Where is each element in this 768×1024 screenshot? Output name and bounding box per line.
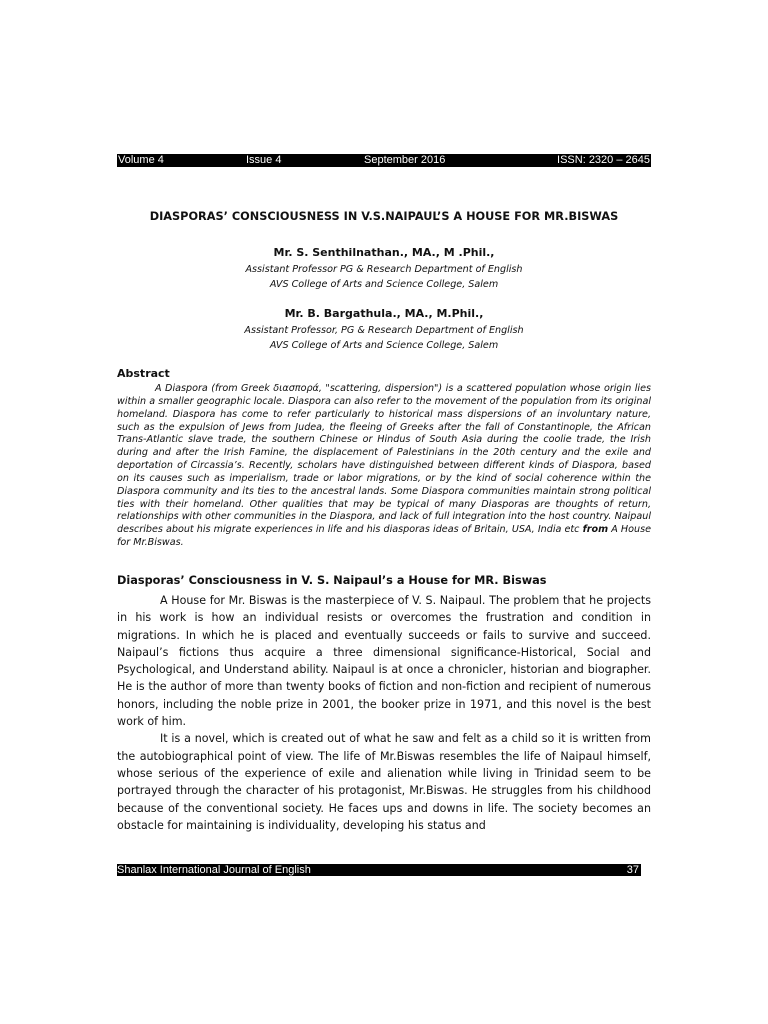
- body-text: [117, 592, 651, 834]
- author-affiliation: AVS College of Arts and Science College, Salem: [269, 340, 499, 351]
- body-paragraph: A House for Mr. Biswas is the masterpiece of V. S. Naipaul. The problem that he projects in his work is how an individual resists or overcomes the frustration and condition in migrations. In which he is placed and eventually succeeds or fails to survive and succeed. Naipaul’s fictions thus acquire a three dimensional significance-Historical, Social and Psychological, and Understand ability. Naipaul is at once a chronicler, historian and biographer. He is the author of more than twenty books of fiction and non-fiction and recipient of numerous honors, including the noble prize in 2001, the booker prize in 1971, and this novel is the best work of him.: [117, 594, 651, 729]
- running-header: [117, 154, 651, 167]
- page-number: 37: [626, 864, 639, 876]
- header-volume: Volume 4: [118, 154, 164, 166]
- header-issn: ISSN: 2320 – 2645: [557, 154, 650, 166]
- abstract-bold-word: from: [582, 524, 609, 536]
- author-name: Mr. B. Bargathula., MA., M.Phil.,: [284, 307, 484, 320]
- body-paragraph: It is a novel, which is created out of what he saw and felt as a child so it is written from the autobiographical point of view. The life of Mr.Biswas resembles the life of Naipaul himself, whose serious of the experience of exile and alienation while living in Trinidad seem to be portrayed through the character of his protagonist, Mr.Biswas. He struggles from his childhood because of the conventional society. He faces ups and downs in life. The society becomes an obstacle for maintaining is individuality, developing his status and: [117, 732, 651, 832]
- paper-title: DIASPORAS’ CONSCIOUSNESS IN V.S.NAIPAUL’S A HOUSE FOR MR.BISWAS: [149, 210, 619, 223]
- header-date: September 2016: [364, 154, 446, 166]
- author-block-1: [117, 244, 651, 292]
- author-affiliation: Assistant Professor PG & Research Department of English: [245, 264, 523, 275]
- footer-journal: Shanlax International Journal of English: [117, 864, 311, 876]
- author-affiliation: Assistant Professor, PG & Research Department of English: [244, 325, 524, 336]
- author-block-2: [117, 305, 651, 353]
- running-footer: [117, 864, 641, 876]
- author-affiliation: AVS College of Arts and Science College, Salem: [269, 279, 499, 290]
- author-name: Mr. S. Senthilnathan., MA., M .Phil.,: [273, 246, 495, 259]
- header-issue: Issue 4: [246, 154, 282, 166]
- abstract-heading: Abstract: [117, 367, 170, 380]
- abstract-text-main: A Diaspora (from Greek διασπορά, "scattering, dispersion") is a scattered population whose origin lies within a smaller geographic locale. Diaspora can also refer to the movement of the population from its original homeland. Diaspora has come to refer particularly to historical mass dispersions of an involuntary nature, such as the expulsion of Jews from Judea, the fleeing of Greeks after the fall of Constantinople, the African Trans-Atlantic slave trade, the southern Chinese or Hindus of South Asia during the coolie trade, the Irish during and after the Irish Famine, the displacement of Palestinians in the 20th century and the exile and deportation of Circassia’s. Recently, scholars have distinguished between different kinds of Diaspora, based on its causes such as imperialism, trade or labor migrations, or by the kind of social coherence within the Diaspora community and its ties to the ancestral lands. Some Diaspora communities maintain strong political ties with their homeland. Other qualities that may be typical of many Diasporas are thoughts of return, relationships with other communities in the Diaspora, and lack of full integration into the host country. Naipaul describes about his migrate experiences in life and his diasporas ideas of Britain, USA, India etc: [117, 383, 651, 536]
- section-heading: Diasporas’ Consciousness in V. S. Naipaul’s a House for MR. Biswas: [117, 574, 547, 587]
- abstract-text: [117, 383, 651, 550]
- abstract-text-end: A House for Mr.Biswas.: [117, 524, 651, 549]
